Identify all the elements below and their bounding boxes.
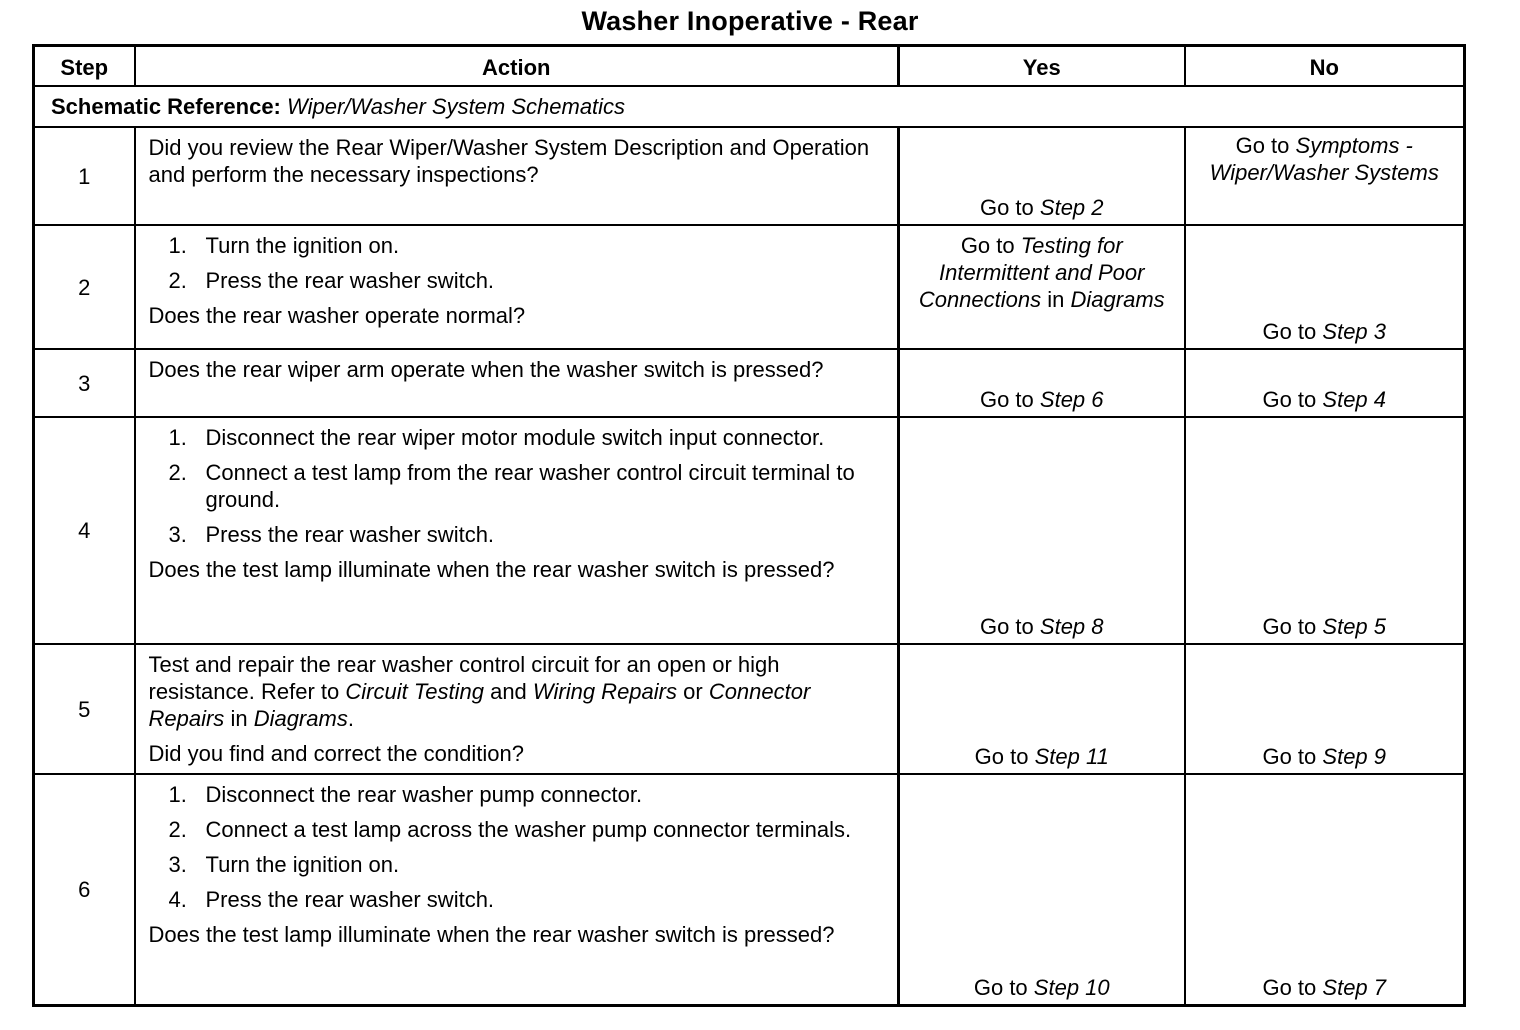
list-item: 1. Disconnect the rear washer pump connector. [168, 782, 643, 807]
header-action: Action [135, 46, 899, 87]
action-cell [135, 225, 899, 349]
yes-link[interactable]: Step 11 [1034, 744, 1109, 769]
no-link[interactable]: Step 4 [1322, 387, 1387, 412]
diagrams-link[interactable]: Diagrams [253, 706, 348, 731]
no-prefix: Go to [1262, 974, 1317, 1000]
yes-mid: in [1047, 287, 1065, 312]
yes-link[interactable]: Step 2 [1039, 195, 1104, 220]
action-question: Does the test lamp illuminate when the rear washer switch is pressed? [148, 922, 835, 947]
list-item: 2. Connect a test lamp across the washer pump connector terminals. [168, 817, 852, 842]
no-link[interactable]: Step 9 [1322, 744, 1387, 769]
header-step: Step [34, 46, 135, 87]
no-prefix: Go to [1262, 387, 1317, 412]
action-cell [135, 774, 899, 1005]
yes-link-2[interactable]: Diagrams [1070, 287, 1165, 312]
no-prefix: Go to [1262, 744, 1317, 769]
action-text: Test and repair the rear washer control circuit for an open or high resistance. Refer to Circuit Testing and Wiring Repairs or Connector Repairs in Diagrams. [148, 652, 811, 731]
action-text: Did you review the Rear Wiper/Washer System Description and Operation and perform the necessary inspections? [148, 135, 870, 187]
no-link[interactable]: Step 3 [1322, 319, 1387, 344]
action-list [149, 424, 886, 548]
yes-cell [899, 127, 1185, 225]
action-cell [135, 417, 899, 644]
no-link[interactable]: Step 5 [1322, 614, 1387, 639]
step-number: 5 [34, 644, 135, 774]
yes-cell [899, 225, 1185, 349]
step-number: 4 [34, 417, 135, 644]
schematic-reference [34, 86, 1465, 127]
table-row [34, 127, 1465, 225]
no-cell [1185, 774, 1465, 1005]
header-yes: Yes [899, 46, 1185, 87]
schematic-link[interactable]: Wiper/Washer System Schematics [287, 94, 626, 119]
table-row [34, 774, 1465, 1005]
action-list [149, 781, 886, 913]
yes-prefix: Go to [979, 387, 1034, 412]
yes-link[interactable]: Step 6 [1039, 387, 1104, 412]
yes-prefix: Go to [979, 614, 1034, 639]
yes-cell [899, 349, 1185, 417]
yes-link[interactable]: Testing for Intermittent and Poor Connections [918, 233, 1145, 312]
yes-prefix: Go to [973, 974, 1028, 1000]
table-row [34, 225, 1465, 349]
step-number: 6 [34, 774, 135, 1005]
page-title: Washer Inoperative - Rear [581, 6, 919, 36]
header-no: No [1185, 46, 1465, 87]
no-link[interactable]: Step 7 [1322, 974, 1387, 1000]
no-cell [1185, 349, 1465, 417]
action-list [149, 232, 886, 294]
action-cell [135, 127, 899, 225]
yes-prefix: Go to [974, 744, 1029, 769]
no-cell [1185, 127, 1465, 225]
table-row [34, 417, 1465, 644]
circuit-testing-link[interactable]: Circuit Testing [345, 679, 484, 704]
list-item: 2. Connect a test lamp from the rear washer control circuit terminal to ground. [168, 460, 855, 512]
diagnostic-table [32, 44, 1466, 1007]
schematic-row [34, 86, 1465, 127]
no-cell [1185, 644, 1465, 774]
header-row [34, 46, 1465, 87]
yes-cell [899, 644, 1185, 774]
list-item: 1. Turn the ignition on. [168, 233, 400, 258]
wiring-repairs-link[interactable]: Wiring Repairs [532, 679, 677, 704]
yes-cell [899, 417, 1185, 644]
yes-link[interactable]: Step 8 [1039, 614, 1104, 639]
list-item: 1. Disconnect the rear wiper motor module switch input connector. [168, 425, 825, 450]
table-row [34, 349, 1465, 417]
action-question: Did you find and correct the condition? [148, 741, 524, 766]
yes-link[interactable]: Step 10 [1033, 974, 1110, 1000]
step-number: 2 [34, 225, 135, 349]
action-text: Does the rear wiper arm operate when the washer switch is pressed? [148, 357, 824, 382]
action-question: Does the rear washer operate normal? [148, 303, 526, 328]
table-row [34, 644, 1465, 774]
no-link[interactable]: Symptoms - Wiper/Washer Systems [1209, 133, 1439, 185]
action-cell [135, 349, 899, 417]
list-item: 4. Press the rear washer switch. [168, 887, 495, 912]
no-prefix: Go to [1235, 133, 1290, 158]
no-prefix: Go to [1262, 614, 1317, 639]
action-question: Does the test lamp illuminate when the rear washer switch is pressed? [148, 557, 835, 582]
list-item: 3. Turn the ignition on. [168, 852, 400, 877]
step-number: 1 [34, 127, 135, 225]
schematic-label: Schematic Reference: [51, 94, 281, 119]
action-cell [135, 644, 899, 774]
no-prefix: Go to [1262, 319, 1317, 344]
connector-repairs-link[interactable]: Connector Repairs [148, 679, 811, 731]
step-number: 3 [34, 349, 135, 417]
yes-cell [899, 774, 1185, 1005]
list-item: 3. Press the rear washer switch. [168, 522, 495, 547]
yes-prefix: Go to [979, 195, 1034, 220]
no-cell [1185, 225, 1465, 349]
list-item: 2. Press the rear washer switch. [168, 268, 495, 293]
no-cell [1185, 417, 1465, 644]
yes-prefix: Go to [960, 233, 1015, 258]
